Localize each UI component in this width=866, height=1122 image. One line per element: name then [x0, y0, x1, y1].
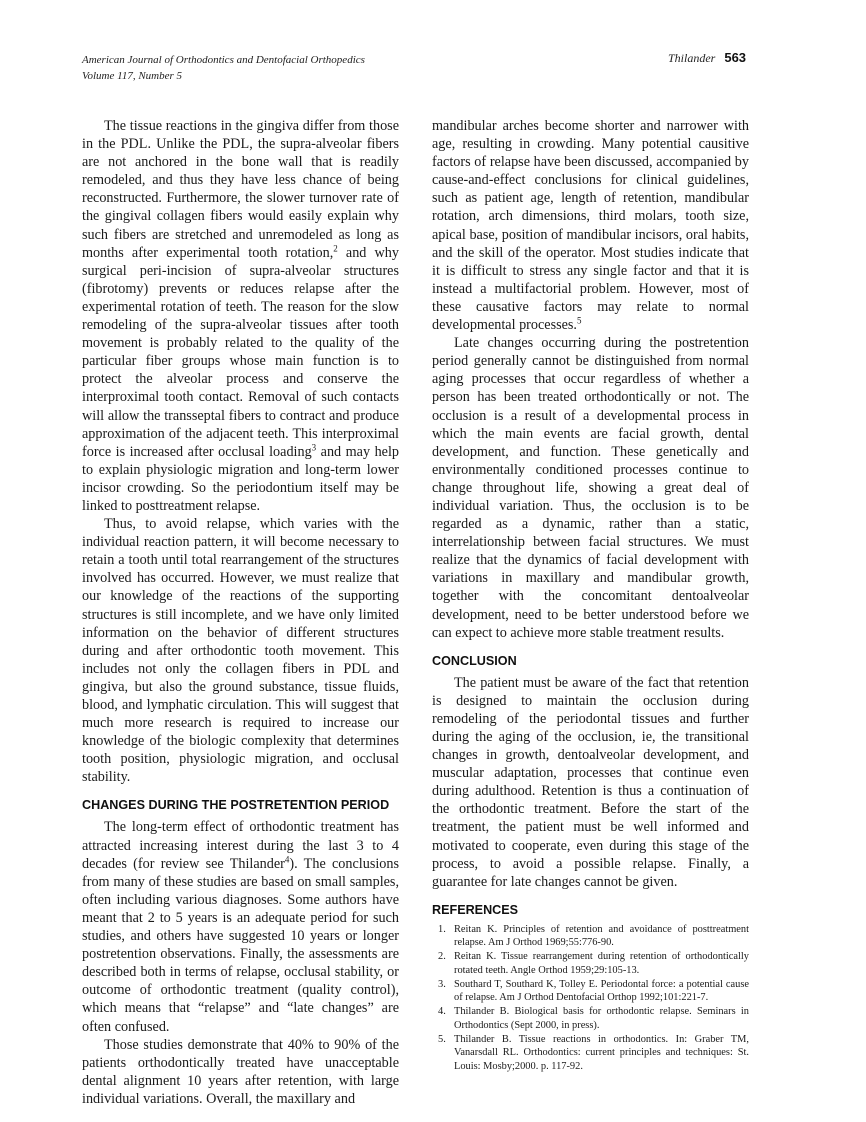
conclusion-paragraph: The patient must be aware of the fact that retention is designed to maintain the occlusion during remodeling of the periodontal tissues and further during the aging of the occlusion, ie, the transitional changes in growth, dentoalveolar development, and muscular adaptation, processes that continue even during adulthood. Retention is thus a continuation of the orthodontic treatment. Before the start of the treatment, the patient must be well informed and motivated to cooperate, even during this stage of the process, to avoid a possible relapse. Finally, a guarantee for late changes cannot be given. — [432, 674, 749, 890]
right-column — [432, 117, 749, 1074]
citation-superscript: 2 — [333, 242, 338, 253]
conclusion-heading: CONCLUSION — [432, 653, 517, 668]
reference-item: 4. Thilander B. Biological basis for orthodontic relapse. Seminars in Orthodontics (Sept 2000, in press). — [438, 1006, 749, 1031]
body-paragraph: Those studies demonstrate that 40% to 90% of the patients orthodontically treated have unacceptable dental alignment 10 years after retention, with large individual variations. Overall, the maxillary and — [82, 1036, 399, 1107]
running-head-author: Thilander — [668, 51, 716, 65]
reference-item: 5. Thilander B. Tissue reactions in orthodontics. In: Graber TM, Vanarsdall RL. Orthodontics: current principles and techniques: St. Louis: Mosby;2000. p. 117-92. — [438, 1033, 749, 1072]
reference-item: 1. Reitan K. Principles of retention and avoidance of posttreatment relapse. Am J Orthod 1969;55:776-90. — [438, 923, 749, 949]
reference-item: 2. Reitan K. Tissue rearrangement during retention of orthodontically rotated teeth. Angle Orthod 1959;29:105-13. — [438, 951, 749, 976]
reference-item: 3. Southard T, Southard K, Tolley E. Periodontal force: a potential cause of relapse. Am J Orthod Dentofacial Orthop 1992;101:221-7. — [438, 978, 749, 1004]
references-heading: REFERENCES — [432, 902, 519, 917]
page-number: 563 — [724, 50, 747, 65]
body-paragraph: The tissue reactions in the gingiva differ from those in the PDL. Unlike the PDL, the supra-alveolar fibers are not anchored in the bone wall that is readily remodeled, and thus they have less chance of being reconstructed. Furthermore, the slower turnover rate of the gingival collagen fibers would easily explain why such fibers are stretched and unremodeled as long as months after experimental tooth rotation,$^2$ and why surgical peri-incision of supra-alveolar structures (fibrotomy) prevents or reduces relapse after the experimental rotation of teeth. The reason for the slow remodeling of the supra-alveolar tissues after tooth movement is probably related to the quality of the particular fiber groups whose main function is to protect the alveolar process and conserve the interproximal tooth contact. Removal of such contacts will allow the transseptal fibers to contract and produce approximation of the adjacent teeth. This interproximal force is increased after occlusal loading$^3$ and may help to explain physiologic migration and long-term lower incisor crowding. So the periodontium itself may be linked to posttreatment relapse. — [82, 118, 399, 514]
body-paragraph: The long-term effect of orthodontic treatment has attracted increasing interest during the last 3 to 4 decades (for review see Thilander$^4$). The conclusions from many of these studies are based on small samples, often including various diagnoses. Some authors have meant that 2 to 5 years is an adequate period for such studies, and others have suggested 10 years or longer postretention observations. Finally, the assessments are described both in terms of relapse, occlusal stability, or outcome of orthodontic treatment (quality control), which means that “relapse” and “late changes” are often confused. — [82, 819, 400, 1035]
running-head-page — [668, 50, 746, 66]
journal-volume: Volume 117, Number 5 — [82, 70, 183, 82]
body-paragraph: Late changes occurring during the postretention period generally cannot be distinguished from normal aging processes that occur regardless of whether a person has been treated orthodontically or not. The occlusion is a result of a developmental process in which the main events are facial growth, dental development, and function. These genetically and environmentally conditioned processes continue to change throughout life, showing a great deal of individual variation. Thus, the occlusion is to be regarded as a dynamic, rather than a static, interrelationship between facial structures. We must realize that the dynamics of facial development with variations in maxillary and mandibular growth, together with the concomitant dentoalveolar development, need to be better understood before we can expect to achieve more stable treatment results. — [432, 335, 749, 641]
citation-superscript: 4 — [284, 853, 290, 864]
citation-superscript: 3 — [311, 441, 317, 452]
reference-list — [432, 923, 749, 1074]
left-column — [82, 117, 399, 1108]
journal-title: American Journal of Orthodontics and Dentofacial Orthopedics — [82, 54, 365, 66]
body-paragraph: mandibular arches become shorter and narrower with age, resulting in crowding. Many potential causitive factors of relapse have been discussed, accompanied by cause-and-effect conclusions for clinical guidelines, such as patient age, length of retention, mandibular rotation, arch dimensions, third molars, tooth size, apical base, position of mandibular incisors, oral habits, and the skill of the operator. Most studies indicate that it is difficult to stress any single factor and that it is instead a multifactorial problem. However, most of these causative factors may relate to normal developmental processes.$^5$ — [432, 118, 749, 334]
body-paragraph: Thus, to avoid relapse, which varies with the individual reaction pattern, it will become necessary to retain a tooth until total rearrangement of the structures involved has occurred. However, we must realize that our knowledge of the reactions of the supporting structures is still incomplete, and we have only limited information on the behavior of different structures during and after orthodontic tooth movement. This includes not only the collagen fibers in PDL and gingiva, but also the ground substance, tissue fluids, blood, and lymphatic circulation. This will suggest that much more research is required to increase our knowledge of the biologic complexity that determines tooth position, physiologic migration, and occlusal stability. — [82, 516, 399, 786]
running-head-journal — [82, 52, 365, 84]
citation-superscript: 5 — [576, 315, 582, 326]
section-heading: CHANGES DURING THE POSTRETENTION PERIOD — [82, 798, 390, 813]
